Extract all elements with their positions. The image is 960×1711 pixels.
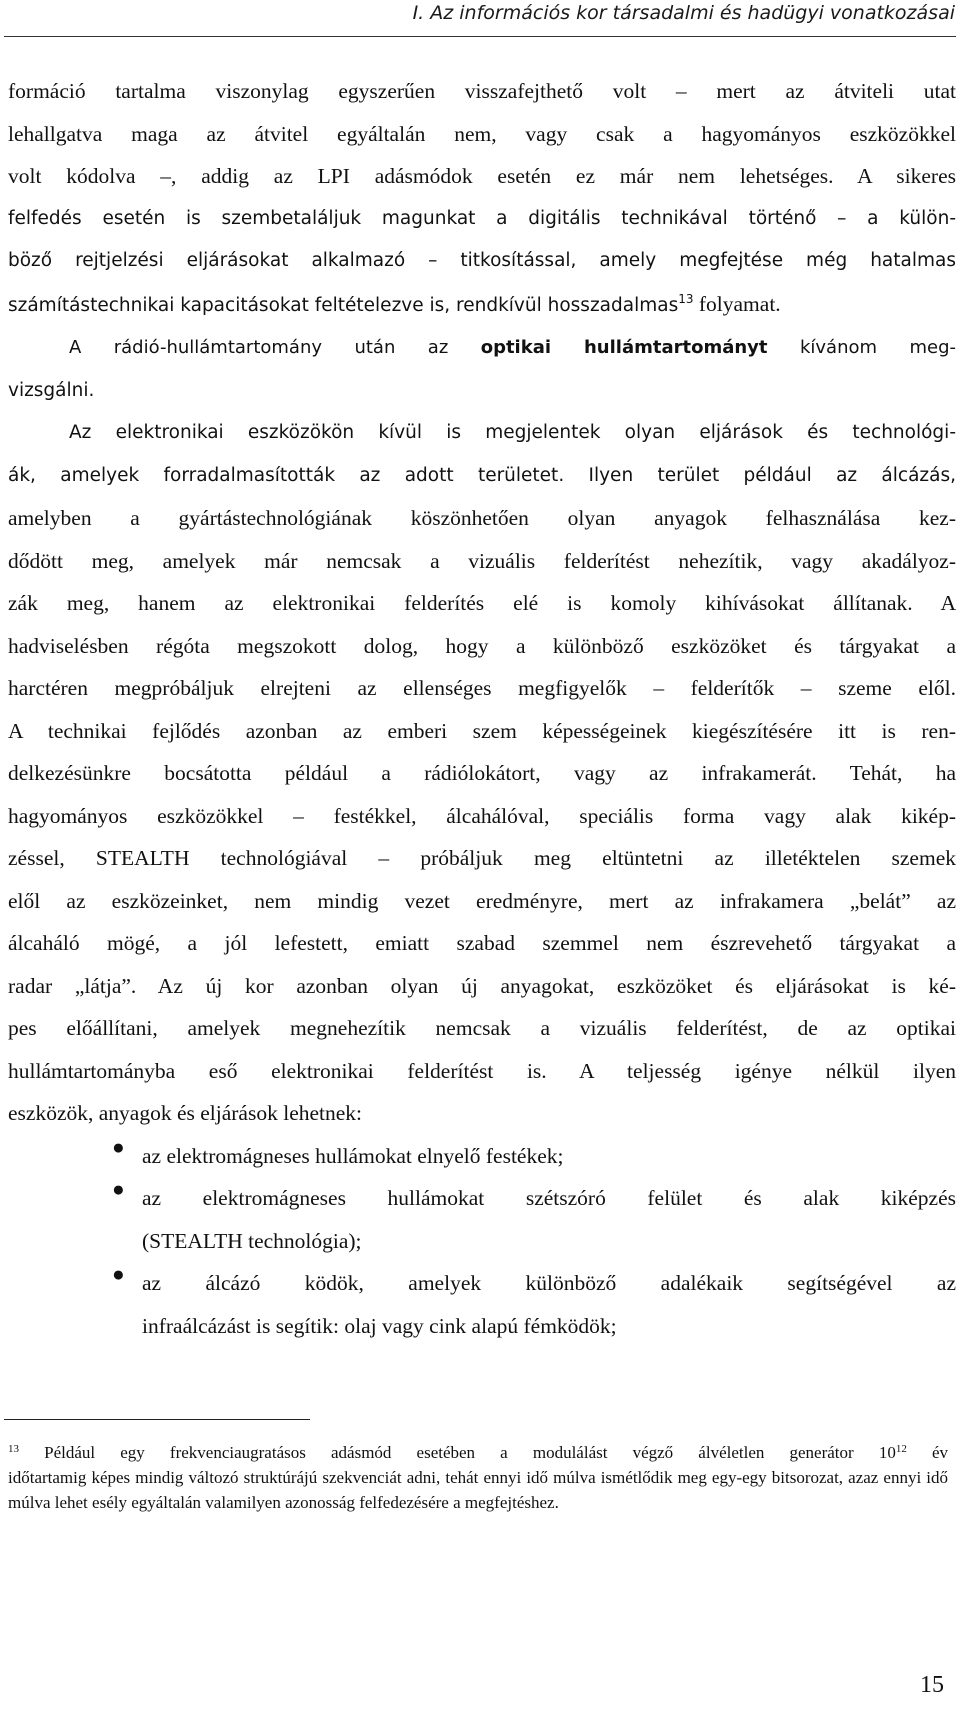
list-item-text: infraálcázást is segítik: olaj vagy cink alapú fémködök;	[142, 1313, 617, 1338]
text-span: folyamat.	[693, 291, 781, 316]
list-item-text: az álcázó ködök, amelyek különböző adalékaik segítségével az	[142, 1271, 956, 1295]
list-item	[8, 1135, 956, 1178]
footnote-text: év	[906, 1443, 949, 1462]
text-line: lehallgatva maga az átvitel egyáltalán nem, vagy csak a hagyományos eszközökkel	[8, 121, 956, 146]
text-line: amelyben a gyártástechnológiának köszönhetően olyan anyagok felhasználása kez-	[8, 506, 956, 530]
footnote-marker: 13	[8, 1443, 19, 1455]
text-line: delkezésünkre bocsátotta például a rádiólokátort, vagy az infrakamerát. Tehát, ha	[8, 761, 956, 785]
header-rule	[4, 36, 956, 37]
text-line: pes előállítani, amelyek megnehezítik nemcsak a vizuális felderítést, de az optikai	[8, 1016, 956, 1040]
bullet-icon: ●	[112, 1262, 125, 1286]
page-number: 15	[920, 1672, 944, 1698]
list-item	[8, 1177, 956, 1262]
text-line: formáció tartalma viszonylag egyszerűen visszafejthető volt – mert az átviteli utat	[8, 79, 956, 103]
list-item-text: az elektromágneses hullámokat elnyelő festékek;	[142, 1143, 564, 1168]
text-line: Az elektronikai eszközökön kívül is megjelentek olyan eljárások és technológi-	[69, 422, 956, 443]
text-line: elől az eszközeinket, nem mindig vezet eredményre, mert az infrakamera „belát” az	[8, 888, 956, 913]
list-item-text: (STEALTH technológia);	[142, 1228, 362, 1253]
text-line: hadviselésben régóta megszokott dolog, hogy a különböző eszközöket és tárgyakat a	[8, 633, 956, 658]
text-line	[8, 327, 956, 370]
list-item-text: az elektromágneses hullámokat szétszóró felület és alak kiképzés	[142, 1186, 956, 1210]
bullet-list	[8, 1135, 956, 1348]
footnote-text: Például egy frekvenciaugratásos adásmód esetében a modulálást végző álvéletlen generátor 10	[19, 1443, 896, 1462]
paragraph-3	[8, 412, 956, 1135]
bullet-icon: ●	[112, 1177, 125, 1201]
paragraph-1	[8, 70, 956, 327]
body-text	[8, 70, 956, 1347]
text-span: számítástechnikai kapacitásokat feltételezve is, rendkívül hosszadalmas	[8, 294, 679, 316]
text-line: eszközök, anyagok és eljárások lehetnek:	[8, 1101, 363, 1125]
chapter-title: I. Az információs kor társadalmi és hadügyi vonatkozásai	[412, 2, 955, 24]
bullet-icon: ●	[112, 1134, 125, 1159]
text-line: volt kódolva –, addig az LPI adásmódok esetén ez már nem lehetséges. A sikeres	[8, 164, 956, 188]
paragraph-2	[8, 327, 956, 412]
footnote-ref: 13	[678, 291, 694, 306]
text-line: böző rejtjelzési eljárásokat alkalmazó – titkosítással, amely megfejtése még hatalmas	[8, 250, 956, 271]
text-line: A technikai fejlődés azonban az emberi szem képességeinek kiegészítésére itt is ren-	[8, 718, 956, 743]
text-line: álcaháló mögé, a jól lefestett, emiatt szabad szemmel nem észrevehető tárgyakat a	[8, 931, 956, 955]
text-line: hagyományos eszközökkel – festékkel, álcahálóval, speciális forma vagy alak kikép-	[8, 803, 956, 828]
footnote-line	[8, 1440, 948, 1465]
text-line: vizsgálni.	[8, 379, 95, 401]
page-header	[0, 0, 960, 44]
text-span: A rádió-hullámtartomány után az	[69, 337, 481, 358]
text-line: felfedés esetén is szembetaláljuk magunkat a digitális technikával történő – a külön-	[8, 207, 956, 229]
emphasis: optikai hullámtartományt	[480, 337, 768, 358]
exponent: 12	[895, 1443, 907, 1455]
text-line: zák meg, hanem az elektronikai felderítés elé is komoly kihívásokat állítanak. A	[8, 591, 956, 615]
text-span: kívánom meg-	[767, 337, 956, 358]
footnote	[8, 1440, 948, 1515]
text-line: dődött meg, amelyek már nemcsak a vizuális felderítést nehezítik, vagy akadályoz-	[8, 548, 956, 573]
footnote-text: időtartamig képes mindig változó struktúrájú szekvenciát adni, tehát ennyi idő múlva ismétlődik meg egy-egy bitsorozat, azaz ennyi idő múlva lehet esély egyáltalán valamilyen azonosság felfedezésére a megfejtéshez.	[8, 1468, 948, 1512]
text-line: ák, amelyek forradalmasították az adott területet. Ilyen terület például az álcázás,	[8, 464, 956, 486]
text-line	[8, 283, 956, 328]
footnote-separator	[4, 1419, 310, 1420]
list-item	[8, 1262, 956, 1347]
text-line: hullámtartományba eső elektronikai felderítést is. A teljesség igénye nélkül ilyen	[8, 1058, 956, 1083]
text-line: harctéren megpróbáljuk elrejteni az ellenséges megfigyelők – felderítők – szeme elől.	[8, 676, 956, 700]
text-line: zéssel, STEALTH technológiával – próbáljuk meg eltüntetni az illetéktelen szemek	[8, 846, 956, 870]
text-line: radar „látja”. Az új kor azonban olyan új anyagokat, eszközöket és eljárásokat is ké-	[8, 973, 956, 998]
